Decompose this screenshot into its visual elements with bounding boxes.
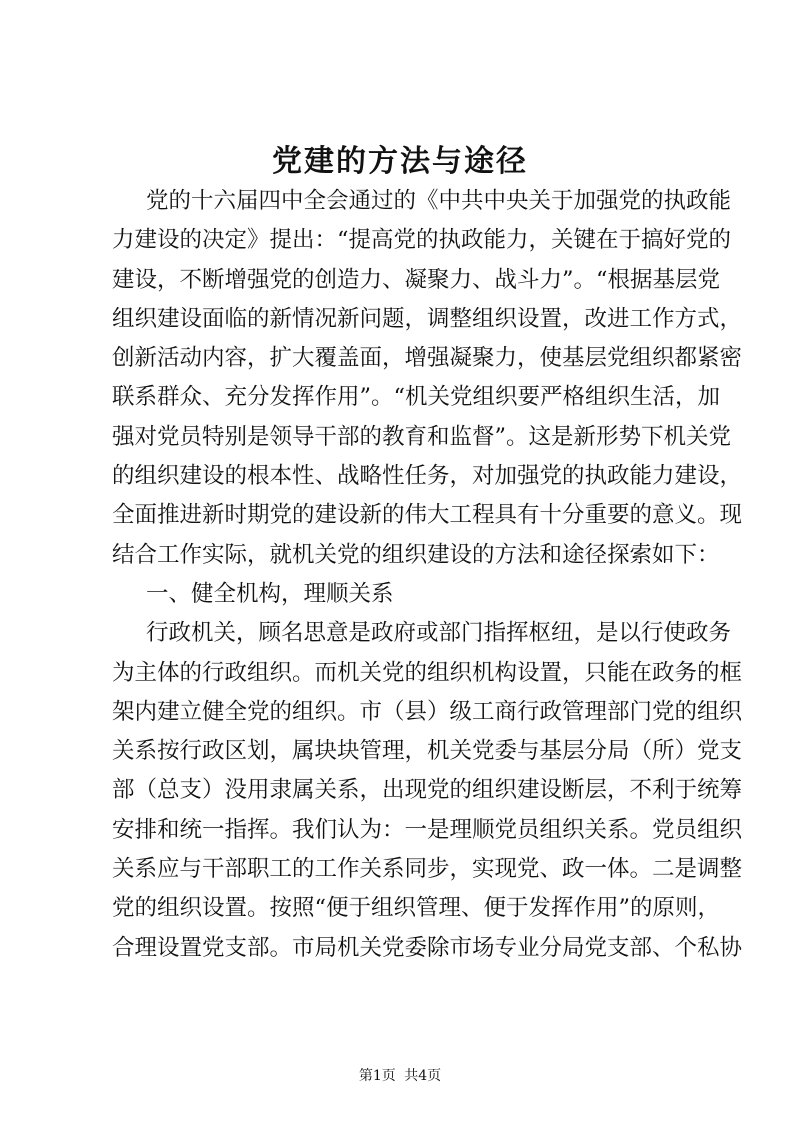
text-line: 的组织建设的根本性、战略性任务，对加强党的执政能力建设，: [112, 463, 743, 490]
text-line: 党的组织设置。按照“便于组织管理、便于发挥作用”的原则，: [112, 895, 721, 922]
text-line: 关系按行政区划，属块块管理，机关党委与基层分局（所）党支: [112, 738, 743, 765]
section-heading: 一、健全机构，理顺关系: [146, 580, 394, 607]
text-line: 组织建设面临的新情况新问题，调整组织设置，改进工作方式，: [112, 305, 743, 332]
page-footer: [0, 1066, 800, 1086]
text-line: 部（总支）没用隶属关系，出现党的组织建设断层，不利于统筹: [112, 777, 743, 804]
text-line: 建设，不断增强党的创造力、凝聚力、战斗力”。“根据基层党: [112, 266, 721, 293]
text-line: 强对党员特别是领导干部的教育和监督”。这是新形势下机关党: [112, 423, 732, 450]
text-line: 合理设置党支部。市局机关党委除市场专业分局党支部、个私协: [112, 934, 743, 961]
page-number: 第1页: [358, 1068, 396, 1084]
text-line: 为主体的行政组织。而机关党的组织机构设置，只能在政务的框: [112, 659, 743, 686]
text-line: 全面推进新时期党的建设新的伟大工程具有十分重要的意义。现: [112, 502, 743, 529]
page-total: 共4页: [404, 1068, 442, 1084]
text-line: 行政机关，顾名思意是政府或部门指挥枢纽，是以行使政务: [146, 620, 732, 647]
text-line: 安排和统一指挥。我们认为：一是理顺党员组织关系。党员组织: [112, 816, 743, 843]
document-body: [112, 182, 743, 968]
text-line: 创新活动内容，扩大覆盖面，增强凝聚力，使基层党组织都紧密: [112, 345, 743, 372]
text-line: 力建设的决定》提出：“提高党的执政能力，关键在于搞好党的: [112, 227, 732, 254]
page-title: 党建的方法与途径: [272, 144, 528, 179]
text-line: 关系应与干部职工的工作关系同步，实现党、政一体。二是调整: [112, 856, 743, 883]
text-line: 党的十六届四中全会通过的《中共中央关于加强党的执政能: [146, 188, 732, 214]
text-line: 结合工作实际，就机关党的组织建设的方法和途径探索如下：: [112, 541, 720, 568]
text-line: 联系群众、充分发挥作用”。“机关党组织要严格组织生活，加: [112, 384, 721, 411]
text-line: 架内建立健全党的组织。市（县）级工商行政管理部门党的组织: [112, 698, 743, 725]
